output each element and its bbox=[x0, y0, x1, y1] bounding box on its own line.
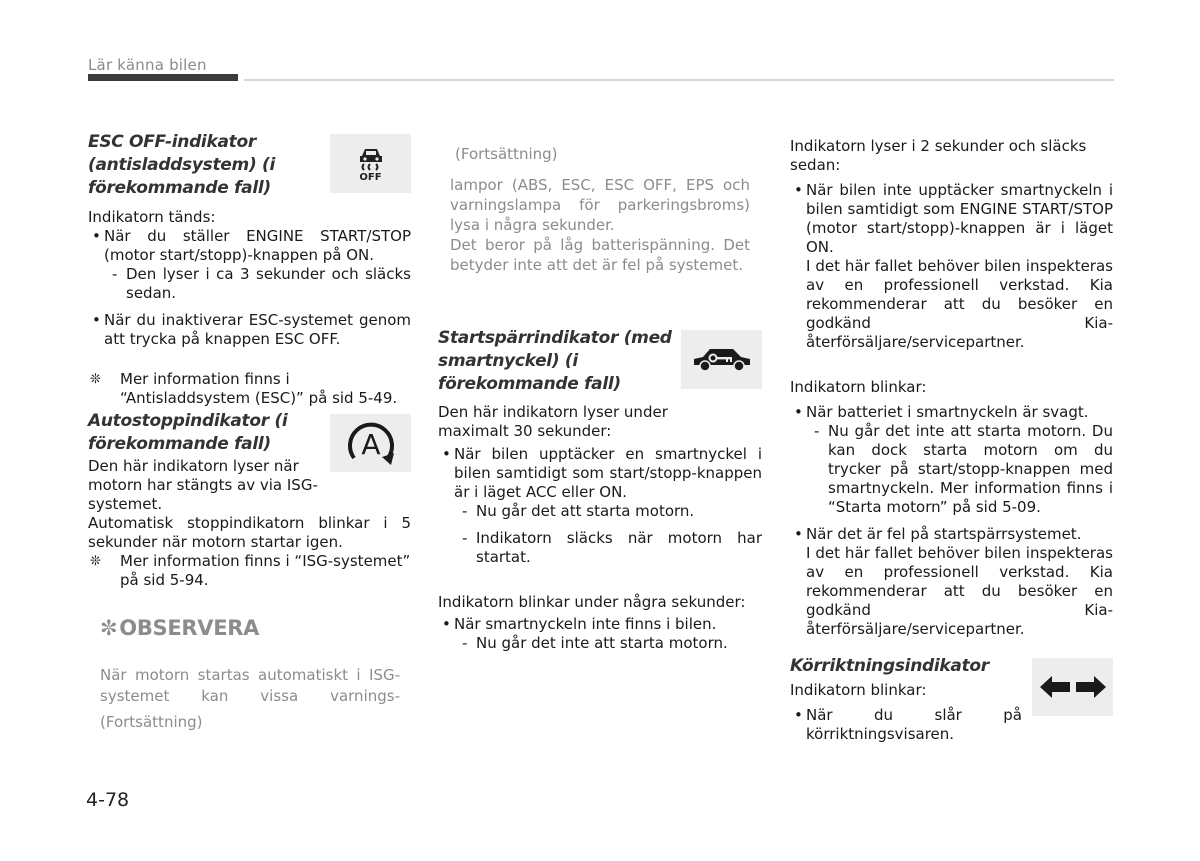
esc-heading bbox=[88, 131, 323, 200]
immo-heading bbox=[438, 327, 676, 396]
observera-text: När motorn startas automatiskt i ISG-systemet kan vissa varnings- bbox=[100, 666, 400, 705]
section-title: Lär känna bilen bbox=[88, 56, 207, 74]
observera-heading bbox=[100, 616, 259, 640]
autostop-a-icon bbox=[339, 416, 403, 470]
immo-title-line2: smartnyckel) (i bbox=[438, 351, 578, 371]
page-number: 4-78 bbox=[86, 789, 130, 811]
col2-cont: (Fortsättning) bbox=[455, 145, 558, 163]
esc-bullet1-sub1: - Den lyser i ca 3 sekunder och släcks sedan. bbox=[88, 265, 411, 303]
autostop-icon-letter: A bbox=[360, 428, 381, 461]
immo-lead2: Indikatorn blinkar under några sekunder: bbox=[438, 593, 746, 611]
turn-title: Körriktningsindikator bbox=[790, 656, 989, 676]
immo-lead-block bbox=[438, 403, 670, 441]
observera-title: OBSERVERA bbox=[119, 616, 260, 640]
immo-bullet1-sub1: - Nu går det att starta motorn. bbox=[438, 502, 762, 521]
col2-obs-text2: Det beror på låg batterispänning. Det betyder inte att det är fel på systemet. bbox=[450, 236, 750, 274]
observera-body bbox=[100, 665, 400, 733]
turn-signal-icon bbox=[1032, 658, 1113, 716]
observera-star-icon: ✼ bbox=[100, 616, 118, 640]
autostop-text1: Den här indikatorn lyser när motorn har stängts av via ISG-systemet. bbox=[88, 457, 318, 513]
esc-title-line3: förekommande fall) bbox=[88, 178, 271, 198]
turn-block bbox=[790, 655, 1025, 744]
col3-bullet3-text: I det här fallet behöver bilen inspekteras av en professionell verkstad. Kia rekommenderar att du besöker en godkänd Kia-återförsäljare/servicepartner. bbox=[806, 544, 1113, 638]
esc-title-line2: (antisladdsystem) (i bbox=[88, 155, 276, 175]
esc-off-icon bbox=[330, 134, 411, 193]
esc-lead: Indikatorn tänds: bbox=[88, 208, 216, 226]
col3-lead1: Indikatorn lyser i 2 sekunder och släcks sedan: bbox=[790, 137, 1087, 174]
car-skid-icon bbox=[356, 145, 386, 173]
autostop-icon bbox=[330, 414, 411, 472]
immo-bullet1-sub2: - Indikatorn släcks när motorn har startat. bbox=[438, 529, 762, 567]
esc-body bbox=[88, 208, 411, 408]
esc-off-icon-label: OFF bbox=[359, 171, 382, 183]
col3-bullet3: • När det är fel på startspärrsystemet. bbox=[790, 525, 1113, 544]
col3-lead2: Indikatorn blinkar: bbox=[790, 378, 927, 396]
immo-bullet2: • När smartnyckeln inte finns i bilen. bbox=[438, 615, 762, 634]
autostop-text1-block bbox=[88, 457, 323, 514]
immo-body bbox=[438, 445, 762, 653]
observera-cont: (Fortsättning) bbox=[100, 713, 203, 731]
header-rule-dark bbox=[88, 74, 238, 81]
immo-bullet1: • När bilen upptäcker en smartnyckel i bilen samtidigt som start/stopp-knappen är i läget ACC eller ON. bbox=[438, 445, 762, 502]
immo-title-line1: Startspärrindikator (med bbox=[438, 328, 672, 348]
col3-bullet1-text: I det här fallet behöver bilen inspekteras av en professionell verkstad. Kia rekommenderar att du besöker en godkänd Kia-återförsäljare/servicepartner. bbox=[806, 257, 1113, 351]
header-rule-light bbox=[244, 79, 1114, 81]
esc-bullet1: • När du ställer ENGINE START/STOP (motor start/stopp)-knappen på ON. bbox=[88, 227, 411, 265]
autostop-heading bbox=[88, 410, 323, 456]
immobilizer-icon bbox=[681, 330, 762, 389]
immo-lead: Den här indikatorn lyser under maximalt 30 sekunder: bbox=[438, 403, 668, 440]
car-key-icon bbox=[691, 345, 753, 375]
col3-body bbox=[790, 137, 1113, 639]
esc-title-line1: ESC OFF-indikator bbox=[88, 132, 256, 152]
autostop-title-line1: Autostoppindikator (i bbox=[88, 411, 288, 431]
immo-title-line3: förekommande fall) bbox=[438, 374, 621, 394]
autostop-text2: Automatisk stoppindikatorn blinkar i 5 sekunder när motorn startar igen. bbox=[88, 514, 411, 551]
autostop-note: ❊ Mer information finns i “ISG-systemet” på sid 5-94. bbox=[88, 552, 411, 590]
turn-lead: Indikatorn blinkar: bbox=[790, 681, 927, 699]
arrows-left-right-icon bbox=[1038, 673, 1108, 701]
col3-bullet1: • När bilen inte upptäcker smartnyckeln i bilen samtidigt som ENGINE START/STOP (motor start/stopp)-knappen är i läget ON. bbox=[790, 181, 1113, 257]
esc-bullet2: • När du inaktiverar ESC-systemet genom att trycka på knappen ESC OFF. bbox=[88, 311, 411, 349]
col3-bullet2: • När batteriet i smartnyckeln är svagt. bbox=[790, 403, 1113, 422]
col2-observera-continued bbox=[438, 144, 750, 275]
immo-bullet2-sub1: - Nu går det inte att starta motorn. bbox=[438, 634, 762, 653]
turn-bullet1: • När du slår på körriktningsvisaren. bbox=[790, 706, 1022, 744]
col2-obs-text1: lampor (ABS, ESC, ESC OFF, EPS och varningslampa för parkeringsbroms) lysa i några sekunder. bbox=[450, 176, 750, 234]
autostop-title-line2: förekommande fall) bbox=[88, 434, 271, 454]
autostop-body bbox=[88, 514, 411, 590]
col3-bullet2-sub1: - Nu går det inte att starta motorn. Du kan dock starta motorn om du trycker på start/stopp-knappen med smartnyckeln. Mer information finns i “Starta motorn” på sid 5-09. bbox=[790, 422, 1113, 517]
esc-note: ❊ Mer information finns i “Antisladdsystem (ESC)” på sid 5-49. bbox=[88, 370, 411, 408]
